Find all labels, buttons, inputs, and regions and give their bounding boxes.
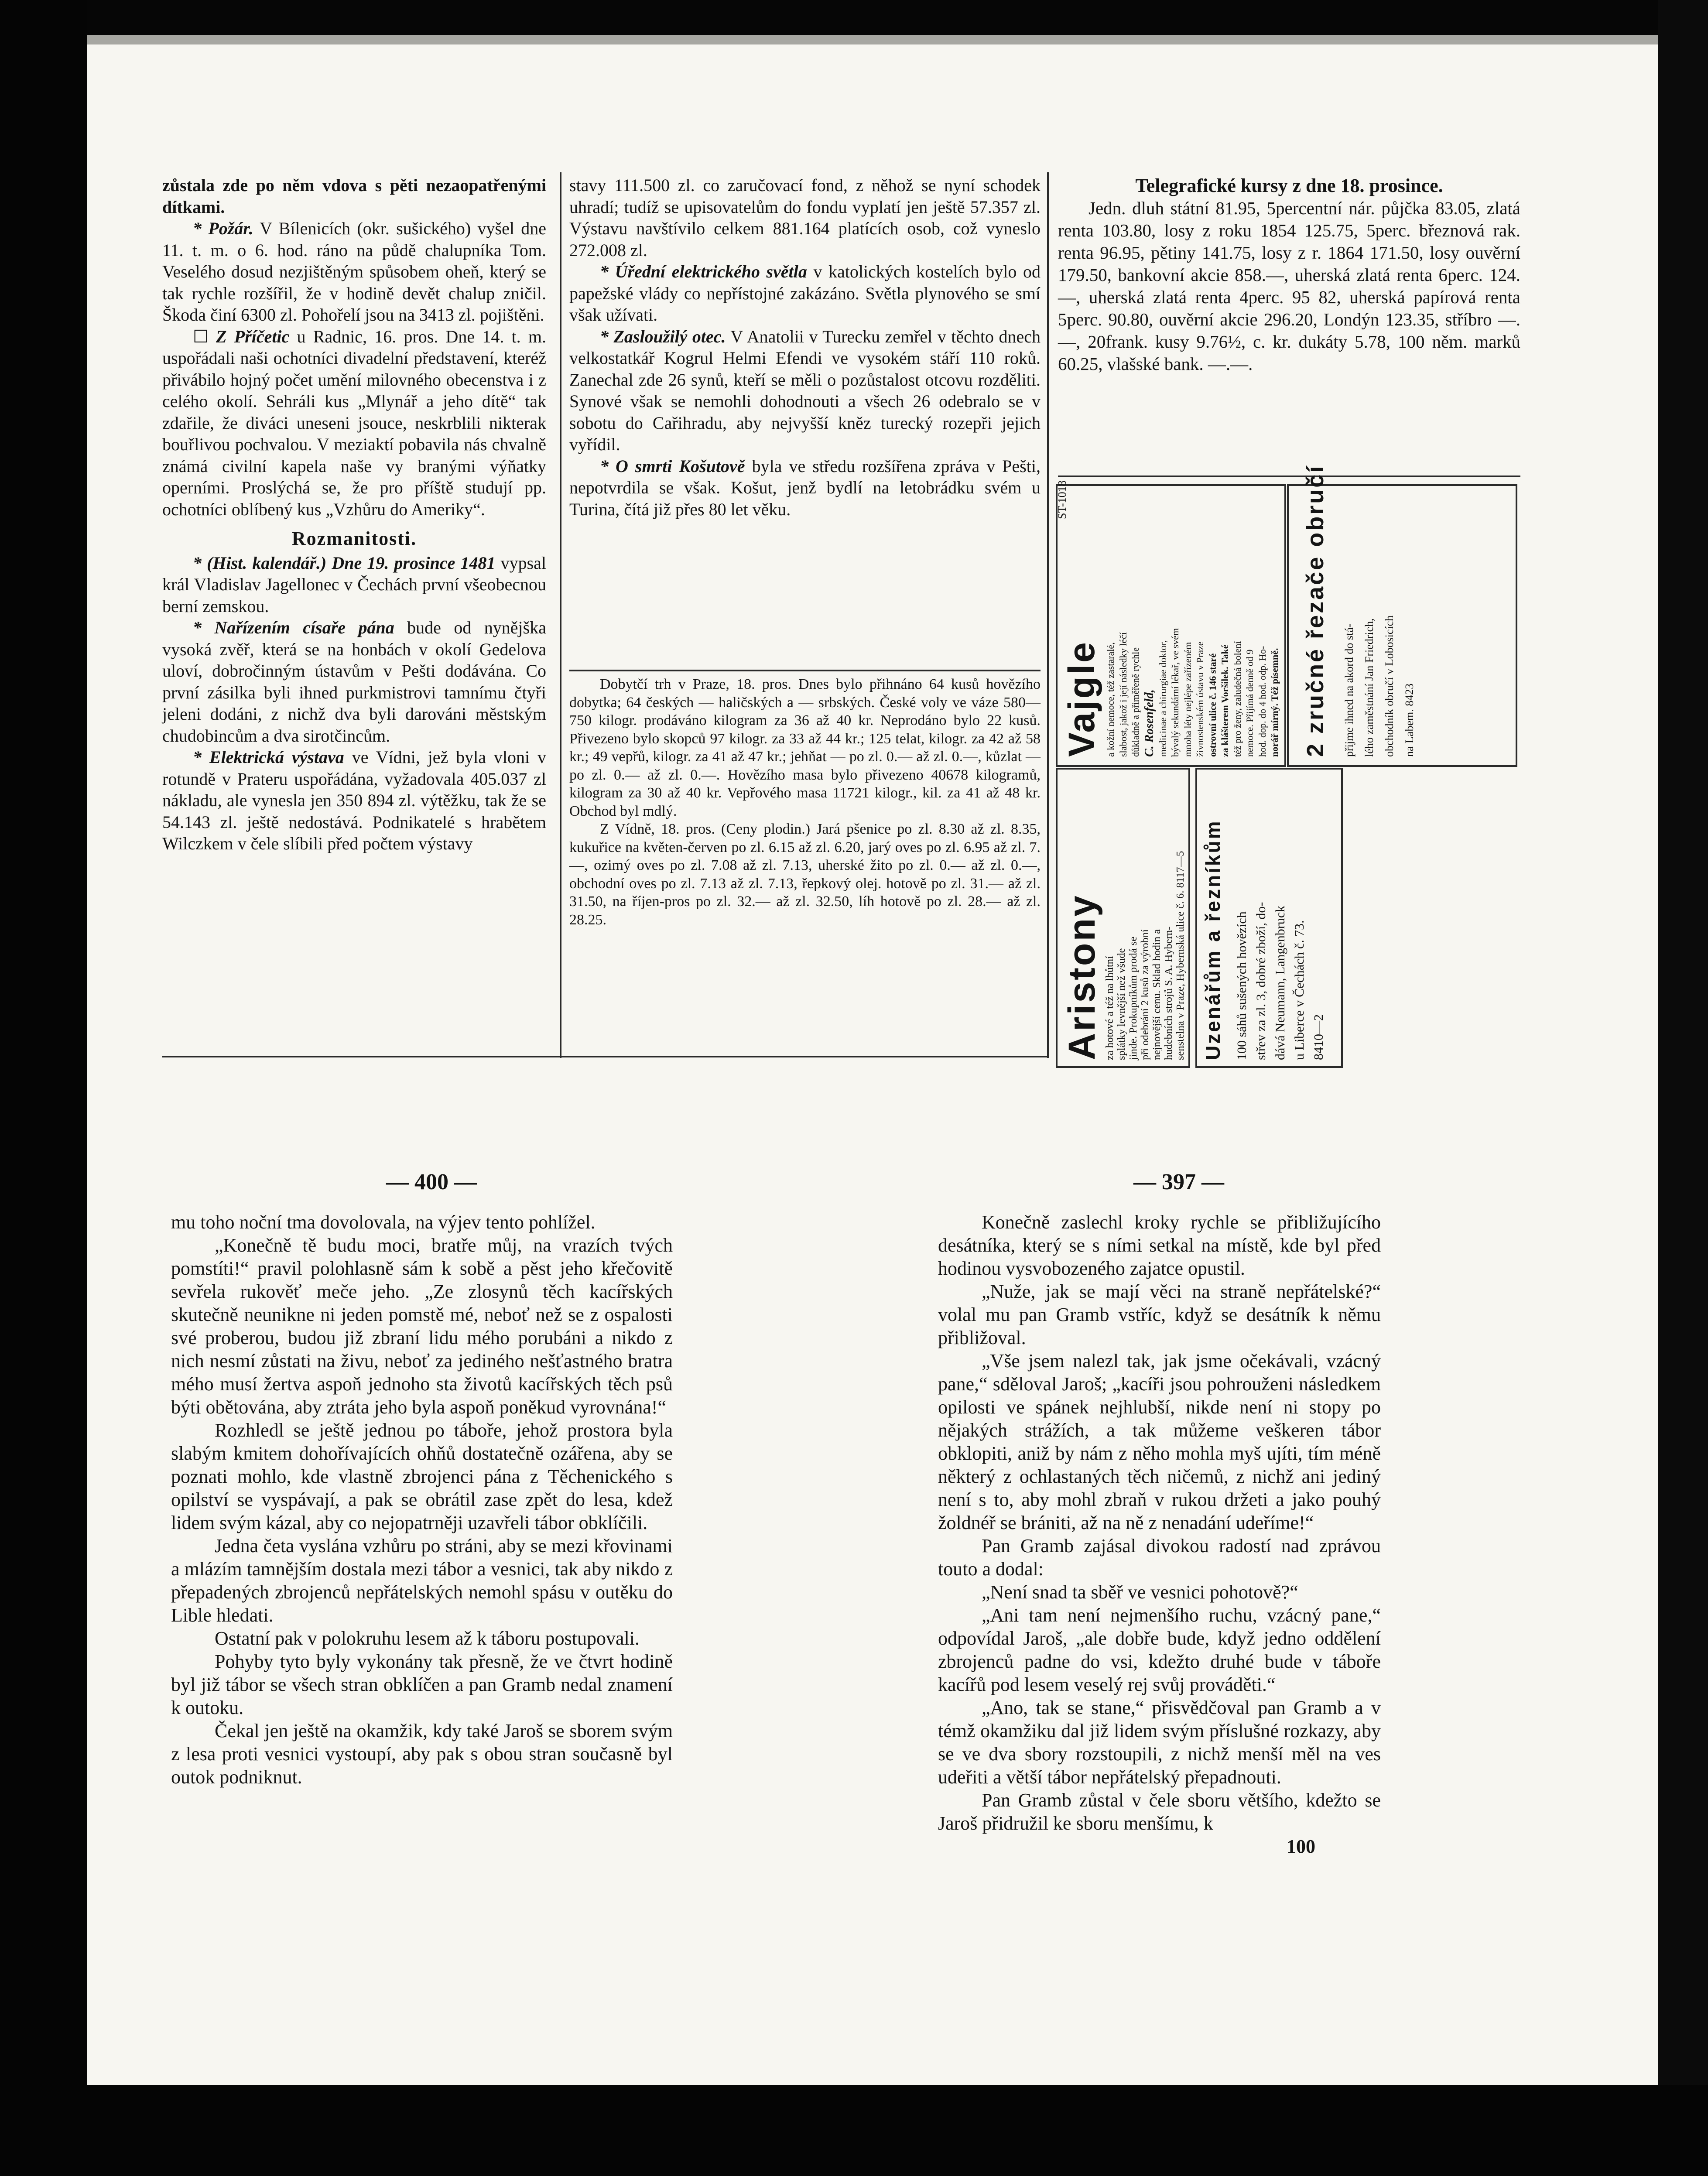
ad-line: ostrovní ulice č. 146 staré [1207,653,1218,757]
ad-line: důkladně a přiměřeně rychle [1130,647,1141,757]
article-title: * Nařízením císaře pána [193,618,394,637]
ad-line: jinde. Prokupníkům prodá se [1127,936,1139,1060]
ad-line: dává Neumann, Langenbruck [1273,905,1287,1060]
article-body: vypsal král Vladislav Jagellonec v Čechách první všeobecnou berní zemskou. [162,553,546,616]
article-title: Z Příčetic [216,326,290,346]
stock-quotes [1058,174,1520,375]
article-title: * O smrti Košutově [600,456,745,476]
story-paragraph: „Není snad ta sběř ve vesnici pohotově?“ [982,1581,1298,1603]
ad-line: u Liberce v Čechách č. 73. [1292,920,1307,1060]
ad-line: C. Rosenfeld, [1142,689,1156,757]
ad-aristony-text [1104,851,1186,1060]
ad-line: též pro ženy, zaludečná bolení [1232,641,1243,757]
story-paragraph: Čekal jen ještě na okamžik, kdy také Jaroš se sborem svým z lesa proti vesnici vystoupí, aby pak s obou stran současně byl outok podniknut. [171,1720,673,1788]
story-paragraph: Rozhledl se ještě jednou po táboře, jehož prostora byla slabým kmitem dohořívajících ohňů dostatečně ozářena, aby se poznati mohlo, kde vlastně zbrojenci pána z Těchenického s opilství se vyspávají, a pak se obrátil zase zpět do lesa, kdež lidem svým kázal, aby co nejopatrněji uzavřeli tábor obklíčili. [171,1420,673,1533]
ad-line: senstelna v Praze, Hybernská ulice č. 6. 8117—5 [1174,851,1186,1060]
article-body: bude od nynějška vysoká zvěř, která se na honbách v okolí Gedelova uloví, dobročinným ústavům v Pešti dodávána. Co první zásilka byli ihned purkmistrovi tamnímu čtyři jeleni dodáni, z nichž dva byli darováni městským chudobincům a dva sirotčincům. [162,618,546,746]
ad-line: obchodník obručí v Lobosicích [1383,615,1396,757]
article-electric-light [569,261,1041,326]
section-divider [569,670,1041,671]
article-title: * Úřední elektrického světla [600,262,807,281]
ad-line: při odebrání 2 kusů za výrobní [1139,929,1151,1060]
ad-line: přijme ihned na akord do stá- [1343,623,1355,757]
market-reports [569,675,1041,929]
ad-line: na Labem. 8423 [1403,683,1416,757]
ad-line: 100 sáhů sušených hovězích [1235,911,1249,1060]
article-body: v katolických kostelích bylo od papežské vlády co nepřístojné zakázáno. Světla plynového se smí však užívati. [569,262,1041,325]
story-paragraph: „Vše jsem nalezl tak, jak jsme očekávali, vzácný pane,“ sděloval Jaroš; „kacíři jsou pohrouženi následkem opilosti ve spánek nejhlubší, nikde není ni stopy po nějakých strážích, a tak můžeme veškeren tábor obklopiti, aniž by nám z něho mohla myš ujíti, tím méně některý z ochlastaných těch ničemů, z nichž ani jediný není s to, aby mohl zbraň v rukou držeti a jako pouhý žoldnéř se brániti, až na ně z nenadání udeříme!“ [938,1350,1381,1533]
quotes-title: Telegrafické kursy z dne 18. prosince. [1135,175,1443,196]
article-body: ve Vídni, jež byla vloni v rotundě v Prateru uspořádána, vyžadovala 405.037 zl nákladu, ale vynesla jen 350 894 zl. výtěžku, tak že se 54.143 zl. ještě nedostává. Podnikatelé s hrabětem Wilczkem v čele slíbili před počtem výstavy [162,747,546,853]
article-hist-calendar [162,552,546,617]
story-paragraph: Pan Gramb zajásal divokou radostí nad zprávou touto a dodal: [938,1535,1381,1580]
ad-title: Vajgle [1061,640,1102,757]
scan-rule [87,35,1658,44]
page-number-left: — 400 — [386,1170,477,1194]
article-title: * Zasloužilý otec. [600,326,726,346]
checkbox-icon: ☐ [193,326,209,346]
ad-butchers-text [1232,902,1328,1060]
story-paragraph: Konečně zaslechl kroky rychle se přibližujícího desátníka, který se s ními setkal na místě, kde byl před hodinou vysvobozeného zajatce opustil. [938,1211,1381,1279]
ad-line: hod. dop. do 4 hod. odp. Ho- [1256,646,1268,757]
top-left-column-2 [569,174,1041,520]
ad-line: mnoha léty nejlépe zařízeném [1182,642,1193,757]
ad-line: nemoce. Přijímá denně od 9 [1244,649,1255,757]
article-pricetic [162,326,546,520]
scan-border-bottom [0,2085,1708,2176]
ad-line: živnostenském ústavu v Praze [1195,641,1205,757]
ad-line: a kožní nemoce, též zastaralé, [1105,642,1116,757]
bottom-rule [162,1056,1048,1057]
section-heading: Rozmanitosti. [291,528,417,549]
article-fire [162,218,546,326]
article-end-paragraph: zůstala zde po něm vdova s pěti nezaopatřenými dítkami. [162,175,546,217]
story-right-page [938,1211,1381,1858]
article-body: stavy 111.500 zl. co zaručovací fond, z něhož se nyní schodek uhradí; tudíž se upisovatelům do fondu vyplatí jen ještě 57.357 zl. Výstavu navštívilo celkem 881.164 platících osob, což vyneslo 272.008 zl. [569,175,1041,260]
story-left-page [171,1211,673,1789]
ad-line: medicinae a chirurgiae doktor, [1157,640,1168,757]
story-paragraph: „Nuže, jak se mají věci na straně nepřátelské?“ volal mu pan Gramb vstříc, když se desátník k němu přibližoval. [938,1281,1381,1348]
story-paragraph: Jedna četa vyslána vzhůru po stráni, aby se mezi křovinami a mlázím tamnějším dostala mezi tábor a vesnici, tak aby nikdo z přepadených zbrojenců nepřátelských nemohl spásu v outěku do Lible hledati. [171,1535,673,1626]
story-paragraph: „Ani tam není nejmenšího ruchu, vzácný pane,“ odpovídal Jaroš, „ale dobře bude, když jedno oddělení zbrojenců padne do vsi, kdežto druhé bude v táboře kacířů pod lesem veselý rej svůj prováděti.“ [938,1605,1381,1695]
article-father [569,326,1041,455]
story-paragraph: Pohyby tyto byly vykonány tak přesně, že ve čtvrt hodině byl již tábor se všech stran obklíčen a pan Gramb nedal znamení k outoku. [171,1651,673,1718]
ad-tag: ST-1018 [1056,480,1068,519]
ad-line: splátky levnější než všude [1116,948,1127,1060]
scan-border-right [1658,0,1708,2176]
ad-line: lého zaměstnání Jan Friedrich, [1363,618,1376,757]
article-body: u Radnic, 16. pros. Dne 14. t. m. uspořádali naši ochotníci divadelní představení, kteréž přivábilo hojný počet umění milovného obecenstva i z celého okolí. Sehráli kus „Mlynář a jeho dítě“ tak zdařile, že diváci uneseni jsouce, neskrblili nikterak bouřlivou pochvalou. V meziaktí pobavila nás chvalně známá civilní kapela naše vy branými výňatky operními. Proslýchá se, že pro příště studují pp. ochotníci oblíbený kus „Vzhůru do Ameriky“. [162,326,546,519]
story-paragraph: Pan Gramb zůstal v čele sboru většího, kdežto se Jaroš přidružil ke sboru menšímu, k [938,1789,1381,1834]
ad-line: 8410—2 [1311,1014,1326,1060]
scan-border-left [0,0,87,2176]
section-divider [1058,476,1520,477]
article-electric-exhibit [162,746,546,855]
sheet-number: 100 [1287,1836,1315,1857]
article-title: * (Hist. kalendář.) Dne 19. prosince 1481 [193,553,496,573]
ad-title: Uzenářům a řezníkům [1201,819,1224,1060]
article-kossuth [569,455,1041,520]
story-paragraph: „Konečně tě budu moci, bratře můj, na vrazích tvých pomstíti!“ pravil polohlasně sám k sobě a pěst jeho křečovitě sevřela rukověť meče jeho. „Ze zlosynů těch kacířských skutečně neunikne ni jeden pomstě mé, neboť než se z ospalosti své proberou, budou již zbraní lidu mého porubáni a nikdo z nich nesmí zůstati na živu, neboť za jediného nešťastného bratra mého musí žertva aspoň jednoho sta životů kacířských těch psů býti obětována, aby ztráta jeho byla aspoň poněkud vyrovnána!“ [171,1235,673,1418]
article-body: V Anatolii v Turecku zemřel v těchto dnech velkostatkář Kogrul Helmi Efendi ve vysokém stáří 110 roků. Zanechal zde 26 synů, kteří se měli o pozůstalost otcovu rozděliti. Synové však se nemohli dohodnouti a všech 26 odebralo se v sobotu do Cařihradu, aby nejvyšší kněz turecký rozepři jejich vyřídil. [569,326,1041,454]
story-paragraph: Ostatní pak v polokruhu lesem až k táboru postupovali. [215,1628,640,1649]
ad-line: nejnovější cenu. Sklad hodin a [1151,929,1163,1060]
article-title: * Požár. [193,219,253,238]
ad-line: bývalý sekundární lékař, ve svém [1170,628,1181,757]
page-number-right: — 397 — [1133,1170,1224,1194]
ad-hoops-text [1339,616,1420,757]
article-body: V Bílenicích (okr. sušického) vyšel dne 11. t. m. o 6. hod. ráno na půdě chalupníka Tom. Veselého dosud nezjištěným spůsobem oheň, který se tak rychle rozšířil, že v hodině devět chalup zničil. Škoda činí 6300 zl. Pohořelí jsou na 3413 zl. pojištěni. [162,219,546,325]
article-title: * Elektrická výstava [193,747,344,767]
story-paragraph: „Ano, tak se stane,“ přisvědčoval pan Gramb a v témž okamžiku dal již lidem svým příslušné rozkazy, aby se ve dva sbory rozstoupili, z nichž menší měl na ves udeřiti a větší tábor nepřátelský přepadnouti. [938,1697,1381,1788]
story-paragraph: mu toho noční tma dovolovala, na výjev tento pohlížel. [171,1211,596,1233]
article-imperial-order [162,617,546,746]
page-divider [1047,172,1049,1058]
market-vienna: Z Vídně, 18. pros. (Ceny plodin.) Jará pšenice po zl. 8.30 až zl. 8.35, kukuřice na květen-červen po zl. 6.15 až zl. 6.20, jarý oves po zl. 6.95 až zl. 7.—, ozimý oves po zl. 7.08 až zl. 7.13, uherské žito po zl. 0.— až zl. 0.—, obchodní oves po zl. 7.13 až zl. 7.13, řepkový olej. hotově po zl. 31.— až zl. 31.50, na říjen-pros po zl. 32.— až zl. 32.50, líh hotově po zl. 28.— až zl. 28.25. [569,821,1041,928]
ad-title: 2 zručné řezače obručí [1302,464,1328,757]
top-left-column-1 [162,174,546,855]
ad-title: Aristony [1061,894,1103,1060]
ad-line: norář mírný. Též písemně. [1269,648,1280,757]
ad-line: za hotové a též na lhůtní [1104,956,1116,1060]
advertisements [1056,464,1518,1069]
ad-line: hudebních strojů S. A. Hybern- [1163,926,1174,1060]
ad-line: slabost, jakož i její následky léčí [1117,632,1129,757]
quotes-text: Jedn. dluh státní 81.95, 5percentní nár. půjčka 83.05, zlatá renta 103.80, losy z roku 1854 125.75, 5perc. březnová rak. renta 96.95, pětiny 141.75, losy z r. 1864 171.50, losy ouvěrní 179.50, bankovní akcie 858.—, uherská zlatá renta 6perc. 124.—, uherská zlatá renta 4perc. 95 82, uherská papírová renta 5perc. 90.80, ouvěrní akcie 296.20, Londýn 123.35, stříbro —.—, 20frank. kusy 9.76½, c. kr. dukáty 5.78, 100 něm. marků 60.25, vlašské bank. —.—. [1058,198,1520,374]
scan-border-top [0,0,1708,40]
article-body: byla ve středu rozšířena zpráva v Pešti, nepotvrdila se však. Košut, jenž bydlí na letobrádku svém u Turina, čítá již přes 80 let věku. [569,456,1041,519]
market-prague: Dobytčí trh v Praze, 18. pros. Dnes bylo přihnáno 64 kusů hovězího dobytka; 64 českých — haličských a — srbských. České voly ve váze 580—750 kilogr. prodáváno kilogram za 36 až 40 kr. Neprodáno bylo 22 kusů. Přivezeno bylo skopců 97 kilogr. za 33 až 44 kr.; 125 telat, kilogr. za 42 až 58 kr.; 49 vepřů, kilogr. za 41 až 47 kr.; jehňat — po zl. 0.— až zl. 0.—, kůzlat — po zl. 0.— až zl. 0.—. Hovězího masa bylo přivezeno 40678 kilogramů, kilogram za 30 až 40 kr. Vepřového masa 11721 kilogr., kil. za 41 až 48 kr. Obchod byl mdlý. [569,676,1041,819]
ad-line: střev za zl. 3, dobré zboží, do- [1254,902,1268,1060]
ad-doctor-text [1105,628,1281,757]
ad-line: za klášterem Voršilek. Také [1219,644,1230,757]
column-divider [560,172,561,1058]
